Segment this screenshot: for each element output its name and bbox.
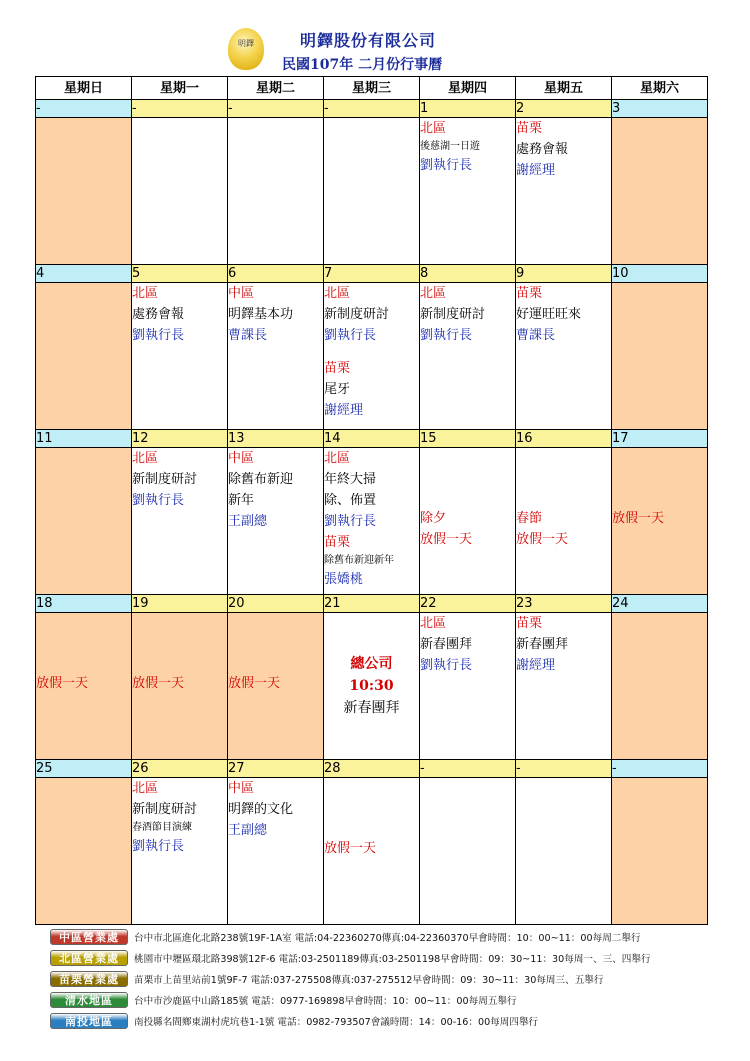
- event-host: 劉執行長: [420, 328, 473, 343]
- event-host: 劉執行長: [132, 493, 185, 508]
- date-number: 15: [420, 430, 516, 448]
- company-name: 明鐸股份有限公司: [300, 31, 437, 50]
- event-title: 尾牙: [324, 382, 351, 397]
- day-cell: [36, 283, 132, 430]
- date-number: 20: [228, 595, 324, 613]
- date-number: 21: [324, 595, 420, 613]
- event-region: 放假一天: [420, 532, 473, 547]
- date-number: 14: [324, 430, 420, 448]
- day-cell: [516, 448, 612, 595]
- event-region: 中區: [228, 286, 255, 301]
- event-host: 劉執行長: [132, 328, 185, 343]
- event-region: 北區: [132, 451, 159, 466]
- day-cell: [36, 613, 132, 760]
- event-region: 苗栗: [324, 535, 351, 550]
- event-region: 放假一天: [516, 532, 569, 547]
- event-region: 放假一天: [228, 676, 281, 691]
- event-host: 劉執行長: [420, 158, 473, 173]
- branch-badge: 中區營業處: [50, 929, 128, 945]
- event-region: 放假一天: [324, 841, 377, 856]
- event-host: 曹課長: [228, 328, 268, 343]
- date-number: -: [132, 100, 228, 118]
- day-cell: [516, 283, 612, 430]
- weekday-sun: 星期日: [36, 77, 132, 100]
- branch-row: [50, 968, 740, 989]
- event-host: 劉執行長: [132, 839, 185, 854]
- date-number: 17: [612, 430, 708, 448]
- date-number: 16: [516, 430, 612, 448]
- event-title: 新春團拜: [516, 637, 569, 652]
- event-region: 北區: [420, 616, 447, 631]
- day-cell: [516, 778, 612, 925]
- event-region: 放假一天: [132, 676, 185, 691]
- day-cell: [324, 778, 420, 925]
- branch-info: 桃園市中壢區環北路398號12F-6 電話:03-2501189傳真:03-2501198早會時間：09：30~11：30每周一、三、四舉行: [134, 953, 651, 965]
- date-number: 25: [36, 760, 132, 778]
- event-row: [36, 283, 708, 430]
- weekday-tue: 星期二: [228, 77, 324, 100]
- event-title: 年終大掃: [324, 472, 377, 487]
- date-number: -: [324, 100, 420, 118]
- branch-badge: 清水地區: [50, 992, 128, 1008]
- date-number: 23: [516, 595, 612, 613]
- event-region: 苗栗: [324, 361, 351, 376]
- event-region: 苗栗: [516, 121, 543, 136]
- event-host: 謝經理: [516, 658, 556, 673]
- event-host: 王副總: [228, 514, 268, 529]
- event-title: 後慈湖一日遊: [420, 141, 480, 152]
- date-number: 22: [420, 595, 516, 613]
- date-number: -: [612, 760, 708, 778]
- event-title: 新制度研討: [132, 802, 198, 817]
- day-cell: [36, 778, 132, 925]
- date-number: 11: [36, 430, 132, 448]
- event-title: 除舊布新迎: [228, 472, 294, 487]
- weekday-thu: 星期四: [420, 77, 516, 100]
- day-cell: [228, 283, 324, 430]
- event-region: 北區: [420, 121, 447, 136]
- date-number: 6: [228, 265, 324, 283]
- day-cell: [132, 118, 228, 265]
- branch-footer: [50, 926, 740, 1031]
- event-region: 北區: [324, 286, 351, 301]
- date-number: 4: [36, 265, 132, 283]
- date-number: 12: [132, 430, 228, 448]
- day-cell: [420, 118, 516, 265]
- day-cell: [420, 283, 516, 430]
- day-cell: [132, 283, 228, 430]
- event-region: 10:30: [349, 678, 394, 694]
- branch-row: [50, 1010, 740, 1031]
- day-cell: [228, 613, 324, 760]
- date-number: 2: [516, 100, 612, 118]
- day-cell: [228, 118, 324, 265]
- event-title: 好運旺旺來: [516, 307, 582, 322]
- day-cell: [612, 283, 708, 430]
- day-cell: [324, 118, 420, 265]
- branch-row: [50, 947, 740, 968]
- day-cell: [228, 448, 324, 595]
- date-number: 19: [132, 595, 228, 613]
- event-title: 新制度研討: [324, 307, 390, 322]
- event-region: 北區: [420, 286, 447, 301]
- event-host: 張嬌桃: [324, 572, 364, 587]
- date-number: 18: [36, 595, 132, 613]
- event-row: [36, 118, 708, 265]
- event-region: 苗栗: [516, 286, 543, 301]
- event-title: 明鐸的文化: [228, 802, 294, 817]
- day-cell: [324, 448, 420, 595]
- day-cell: [420, 778, 516, 925]
- event-host: 曹課長: [516, 328, 556, 343]
- event-title: 除舊布新迎新年: [324, 555, 394, 566]
- weekday-mon: 星期一: [132, 77, 228, 100]
- branch-row: [50, 989, 740, 1010]
- event-title: 處務會報: [516, 142, 569, 157]
- date-number: 28: [324, 760, 420, 778]
- date-number-row: [36, 595, 708, 613]
- event-region: 放假一天: [612, 511, 665, 526]
- event-host: 劉執行長: [324, 328, 377, 343]
- day-cell: [228, 778, 324, 925]
- day-cell: [132, 778, 228, 925]
- event-title: 春酒節目演練: [132, 822, 192, 833]
- date-number: -: [420, 760, 516, 778]
- event-title: 新制度研討: [420, 307, 486, 322]
- event-host: 謝經理: [516, 163, 556, 178]
- branch-info: 苗栗市上苗里站前1號9F-7 電話:037-275508傳真:037-275512早會時間：09：30~11：30每周三、五舉行: [134, 974, 604, 986]
- event-title: 除、佈置: [324, 493, 377, 508]
- event-host: 劉執行長: [324, 514, 377, 529]
- day-cell: [612, 778, 708, 925]
- date-number-row: [36, 760, 708, 778]
- date-number-row: [36, 100, 708, 118]
- day-cell: [36, 118, 132, 265]
- branch-info: 台中市北區進化北路238號19F-1A室 電話:04-22360270傳真:04-22360370早會時間：10：00~11：00每周二舉行: [134, 932, 641, 944]
- event-row: [36, 613, 708, 760]
- date-number: 8: [420, 265, 516, 283]
- event-host: 劉執行長: [420, 658, 473, 673]
- spacer: [324, 346, 419, 358]
- event-title: 明鐸基本功: [228, 307, 294, 322]
- event-title: 新年: [228, 493, 255, 508]
- event-region: 春節: [516, 511, 543, 526]
- event-region: 除夕: [420, 511, 447, 526]
- calendar-title: 民國107年 二月份行事曆: [282, 57, 443, 73]
- event-region: 中區: [228, 781, 255, 796]
- day-cell: [612, 613, 708, 760]
- company-logo: [228, 28, 264, 70]
- event-title: 新春團拜: [420, 637, 473, 652]
- branch-badge: 苗栗營業處: [50, 971, 128, 987]
- branch-info: 南投縣名間鄉東湖村虎坑巷1-1號 電話：0982-793507會議時間：14：00-16：00每周四舉行: [134, 1016, 539, 1028]
- date-number: 27: [228, 760, 324, 778]
- event-title: 新春團拜: [343, 700, 400, 716]
- day-cell: [324, 613, 420, 760]
- event-region: 北區: [132, 286, 159, 301]
- day-cell: [612, 118, 708, 265]
- day-cell: [132, 448, 228, 595]
- event-row: [36, 778, 708, 925]
- event-region: 中區: [228, 451, 255, 466]
- event-region: 苗栗: [516, 616, 543, 631]
- logo-text: 明鐸: [238, 39, 254, 48]
- event-title: 新制度研討: [132, 472, 198, 487]
- event-title: 處務會報: [132, 307, 185, 322]
- date-number: 7: [324, 265, 420, 283]
- branch-row: [50, 926, 740, 947]
- weekday-fri: 星期五: [516, 77, 612, 100]
- date-number-row: [36, 265, 708, 283]
- branch-info: 台中市沙鹿區中山路185號 電話：0977-169898早會時間：10：00~11：00每周五舉行: [134, 995, 517, 1007]
- event-region: 北區: [132, 781, 159, 796]
- date-number: 24: [612, 595, 708, 613]
- event-host: 謝經理: [324, 403, 364, 418]
- day-cell: [612, 448, 708, 595]
- day-cell: [420, 448, 516, 595]
- date-number: 13: [228, 430, 324, 448]
- date-number: -: [228, 100, 324, 118]
- event-row: [36, 448, 708, 595]
- day-cell: [516, 118, 612, 265]
- event-region: 放假一天: [36, 676, 89, 691]
- weekday-header-row: [36, 77, 708, 100]
- event-host: 王副總: [228, 823, 268, 838]
- date-number: 9: [516, 265, 612, 283]
- branch-badge: 南投地區: [50, 1013, 128, 1029]
- weekday-wed: 星期三: [324, 77, 420, 100]
- branch-badge: 北區營業處: [50, 950, 128, 966]
- event-region: 北區: [324, 451, 351, 466]
- date-number: -: [36, 100, 132, 118]
- calendar-table: [35, 76, 708, 925]
- day-cell: [36, 448, 132, 595]
- day-cell: [132, 613, 228, 760]
- date-number: 1: [420, 100, 516, 118]
- weekday-sat: 星期六: [612, 77, 708, 100]
- date-number: 3: [612, 100, 708, 118]
- date-number-row: [36, 430, 708, 448]
- day-cell: [516, 613, 612, 760]
- date-number: -: [516, 760, 612, 778]
- date-number: 10: [612, 265, 708, 283]
- day-cell: [324, 283, 420, 430]
- calendar-header: [0, 22, 750, 74]
- date-number: 26: [132, 760, 228, 778]
- event-region: 總公司: [350, 656, 393, 672]
- day-cell: [420, 613, 516, 760]
- date-number: 5: [132, 265, 228, 283]
